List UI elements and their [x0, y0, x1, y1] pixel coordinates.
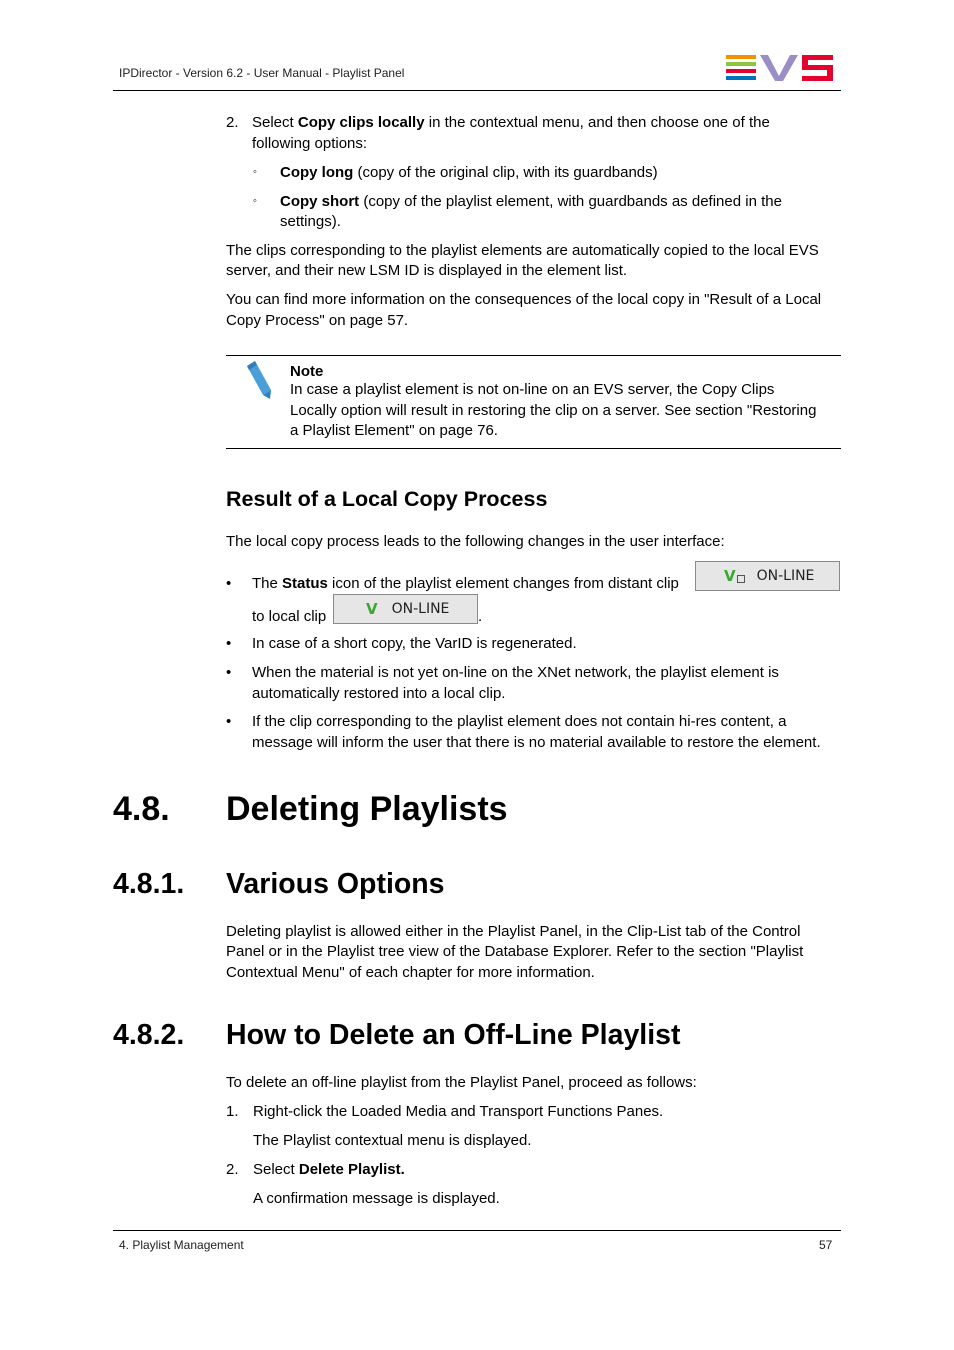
paragraph-line: Panel or in the Playlist tree view of the Database Explorer. Refer to the section "Playlist: [226, 943, 804, 960]
step-text-pre: Select: [252, 114, 298, 131]
bullet: •: [226, 635, 232, 652]
bullet-text-line2: message will inform the user that there is no material available to restore the element.: [252, 734, 821, 751]
step-text: [252, 112, 770, 133]
bullet-text: If the clip corresponding to the playlist element does not contain hi-res content, a: [252, 713, 787, 730]
status-text-pre: The: [252, 575, 283, 592]
pencil-icon: [243, 360, 275, 400]
status-bullet-line2: to local clip: [252, 608, 327, 625]
bullet-text-line2: automatically restored into a local clip.: [252, 685, 506, 702]
status-label: ON-LINE: [756, 568, 815, 584]
step-text: Right-click the Loaded Media and Transport Functions Panes.: [253, 1103, 664, 1120]
bullet: •: [226, 575, 232, 592]
status-distant-clip: [695, 561, 840, 591]
option-text: (copy of the original clip, with its guardbands): [353, 164, 658, 181]
step-number: 2.: [226, 1161, 239, 1178]
note-top-rule: [226, 355, 841, 356]
paragraph-line: The clips corresponding to the playlist elements are automatically copied to the local EVS: [226, 242, 819, 259]
section-intro: The local copy process leads to the following changes in the user interface:: [226, 533, 725, 550]
option-bold: Copy short: [280, 193, 360, 210]
status-text-post: icon of the playlist element changes from distant clip: [327, 575, 679, 592]
paragraph-line: server, and their new LSM ID is displayed in the element list.: [226, 262, 628, 279]
status-text-bold: Status: [282, 575, 328, 592]
footer-rule: [113, 1230, 841, 1231]
option-copy-long: [280, 162, 658, 183]
step-text-bold: Copy clips locally: [297, 114, 425, 131]
step-text-pre: Select: [253, 1161, 299, 1178]
paragraph-line: Contextual Menu" of each chapter for more information.: [226, 964, 595, 981]
note-bottom-rule: [226, 448, 841, 449]
paragraph-line: You can find more information on the consequences of the local copy in "Result of a Local: [226, 291, 822, 308]
subsection-title: Various Options: [226, 868, 445, 900]
step-text-bold: Delete Playlist.: [298, 1161, 405, 1178]
status-bullet-text: [252, 573, 679, 594]
subsection-title: How to Delete an Off-Line Playlist: [226, 1019, 681, 1051]
subsection-number: 4.8.2.: [113, 1019, 185, 1051]
option-copy-short: [280, 191, 782, 212]
subsection-number: 4.8.1.: [113, 868, 185, 900]
step-text-line2: following options:: [252, 135, 368, 152]
step-number: 1.: [226, 1103, 239, 1120]
step-result: The Playlist contextual menu is displayed.: [253, 1132, 532, 1149]
status-bullet-end: .: [478, 608, 483, 625]
check-icon: V: [724, 567, 736, 585]
note-line: Locally option will result in restoring the clip on a server. See section "Restoring: [290, 402, 817, 419]
option-text: (copy of the playlist element, with guardbands as defined in the: [359, 193, 782, 210]
header-rule: [113, 90, 841, 91]
note-line: In case a playlist element is not on-line on an EVS server, the Copy Clips: [290, 381, 775, 398]
section-title: Deleting Playlists: [226, 790, 508, 828]
bullet-text: When the material is not yet on-line on the XNet network, the playlist element is: [252, 664, 779, 681]
step-text: [253, 1159, 405, 1180]
header-title: IPDirector - Version 6.2 - User Manual - Playlist Panel: [119, 66, 405, 80]
page-number: 57: [819, 1238, 833, 1252]
status-label: ON-LINE: [391, 601, 450, 617]
option-bullet: ◦: [253, 195, 257, 207]
evs-logo: [726, 54, 834, 82]
step-number: 2.: [226, 114, 239, 131]
section-number: 4.8.: [113, 790, 170, 828]
option-text-line2: settings).: [280, 213, 341, 230]
distant-marker-icon: [737, 575, 745, 583]
step-result: A confirmation message is displayed.: [253, 1190, 500, 1207]
check-icon: V: [366, 600, 378, 618]
paragraph-line: Deleting playlist is allowed either in the Playlist Panel, in the Clip-List tab of the Control: [226, 923, 801, 940]
bullet: •: [226, 713, 232, 730]
option-bullet: ◦: [253, 166, 257, 178]
paragraph-line: Copy Process" on page 57.: [226, 312, 409, 329]
status-local-clip: [333, 594, 478, 624]
note-line: a Playlist Element" on page 76.: [290, 422, 498, 439]
section-heading: Result of a Local Copy Process: [226, 487, 548, 511]
bullet: •: [226, 664, 232, 681]
bullet-text: In case of a short copy, the VarID is regenerated.: [252, 635, 577, 652]
step-text-post: in the contextual menu, and then choose one of the: [424, 114, 770, 131]
option-bold: Copy long: [280, 164, 354, 181]
note-title: Note: [290, 363, 324, 380]
footer-chapter: 4. Playlist Management: [119, 1238, 244, 1252]
section-intro: To delete an off-line playlist from the Playlist Panel, proceed as follows:: [226, 1074, 697, 1091]
